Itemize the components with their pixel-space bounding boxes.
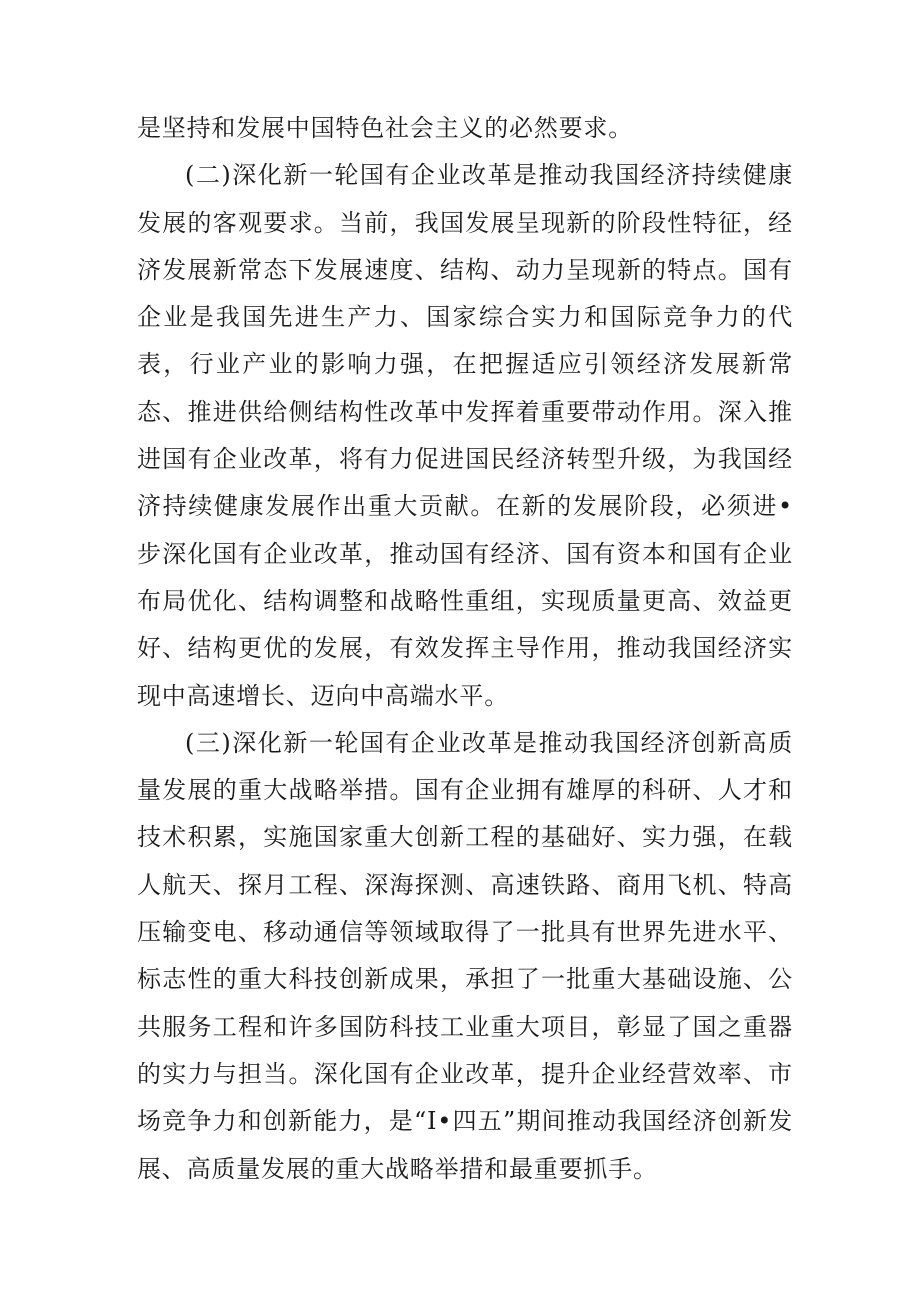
paragraph-section-two: (二)深化新一轮国有企业改革是推动我国经济持续健康发展的客观要求。当前，我国发展呈现新的阶段性特征，经济发展新常态下发展速度、结构、动力呈现新的特点。国有企业是我国先进生产力、国家综合实力和国际竞争力的代表，行业产业的影响力强，在把握适应引领经济发展新常态、推进供给侧结构性改革中发挥着重要带动作用。深入推进国有企业改革，将有力促进国民经济转型升级，为我国经济持续健康发展作出重大贡献。在新的发展阶段，必须进•步深化国有企业改革，推动国有经济、国有资本和国有企业布局优化、结构调整和战略性重组，实现质量更高、效益更好、结构更优的发展，有效发挥主导作用，推动我国经济实现中高速增长、迈向中高端水平。 — [137, 161, 793, 710]
document-body — [137, 105, 793, 1193]
paragraph-section-three: (三)深化新一轮国有企业改革是推动我国经济创新高质量发展的重大战略举措。国有企业拥有雄厚的科研、人才和技术积累，实施国家重大创新工程的基础好、实力强，在载人航天、探月工程、深海探测、高速铁路、商用飞机、特高压输变电、移动通信等领域取得了一批具有世界先进水平、标志性的重大科技创新成果，承担了一批重大基础设施、公共服务工程和许多国防科技工业重大项目，彰显了国之重器的实力与担当。深化国有企业改革，提升企业经营效率、市场竞争力和创新能力，是“I•四五”期间推动我国经济创新发展、高质量发展的重大战略举措和最重要抓手。 — [137, 728, 793, 1183]
paragraph-continuation: 是坚持和发展中国特色社会主义的必然要求。 — [137, 114, 633, 142]
